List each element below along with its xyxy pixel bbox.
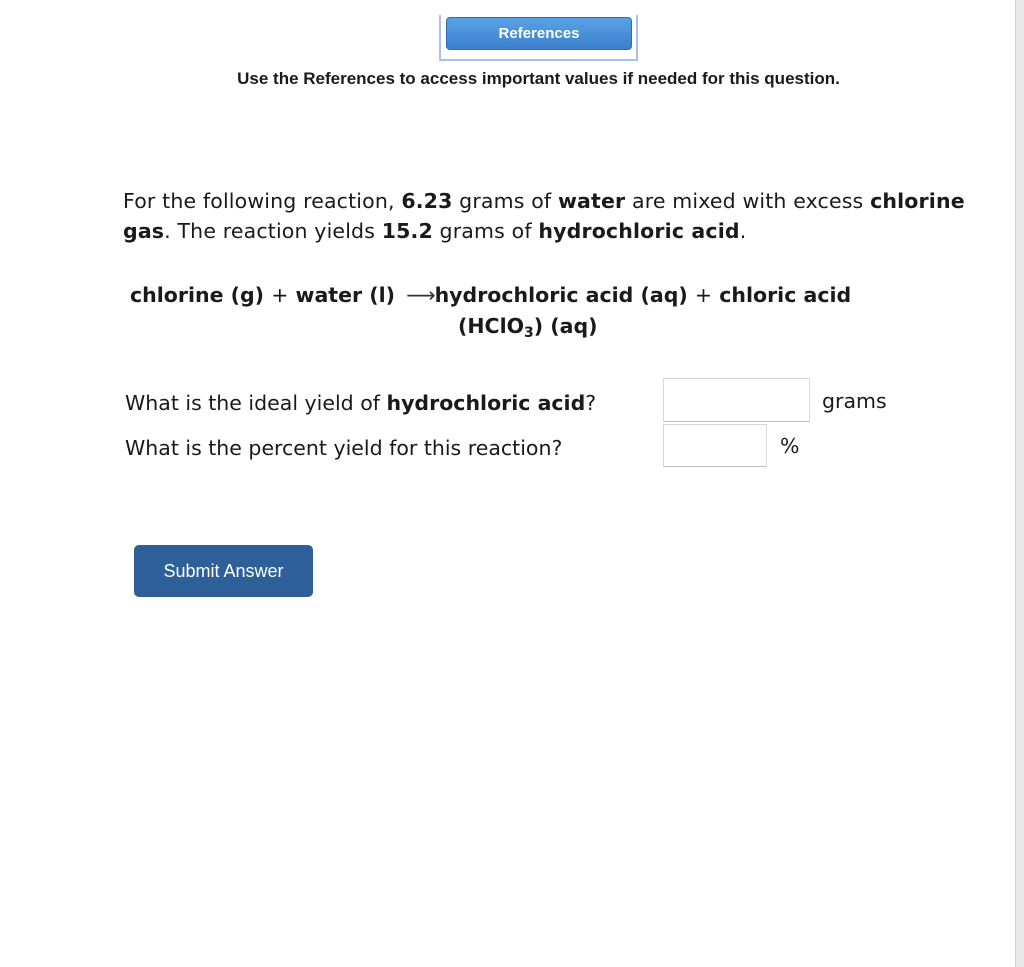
question-text: For the following reaction, 6.23 grams of water are mixed with excess chlorine gas. The reaction yields 15.2 grams of hydrochloric acid. (123, 189, 965, 243)
chloric-acid-formula: (HClO$_3$) (458, 314, 544, 341)
eq-product-chloric-acid: chloric acid (719, 283, 852, 307)
ideal-yield-input[interactable] (663, 378, 810, 422)
chemical-equation: chlorine (g) + water (l) ⟶hydrochloric acid (aq) + chloric acid (HClO$_3$) (aq) (130, 280, 960, 311)
eq-product-hydrochloric-acid: hydrochloric acid (434, 283, 634, 307)
reaction-arrow-icon: ⟶ (406, 283, 433, 307)
eq-reactant-chlorine: chlorine (130, 283, 224, 307)
instruction-text: Use the References to access important values if needed for this question. (237, 69, 840, 88)
acid-mass-value: 15.2 (381, 219, 433, 243)
reactant-water: water (557, 189, 626, 213)
reactant-chlorine-gas: chlorine gas (123, 189, 965, 243)
eq-reactant-water: water (295, 283, 363, 307)
percent-yield-label: What is the percent yield for this reaction? (125, 436, 563, 460)
product-hydrochloric-acid: hydrochloric acid (538, 219, 740, 243)
submit-answer-button[interactable]: Submit Answer (134, 545, 313, 597)
percent-yield-input[interactable] (663, 424, 767, 467)
ideal-yield-label: What is the ideal yield of hydrochloric acid? (125, 391, 597, 415)
water-mass-value: 6.23 (401, 189, 453, 213)
references-button[interactable]: References (446, 17, 632, 50)
page-right-border (1015, 0, 1024, 967)
percent-unit: % (780, 434, 800, 458)
ideal-yield-unit: grams (822, 389, 887, 413)
